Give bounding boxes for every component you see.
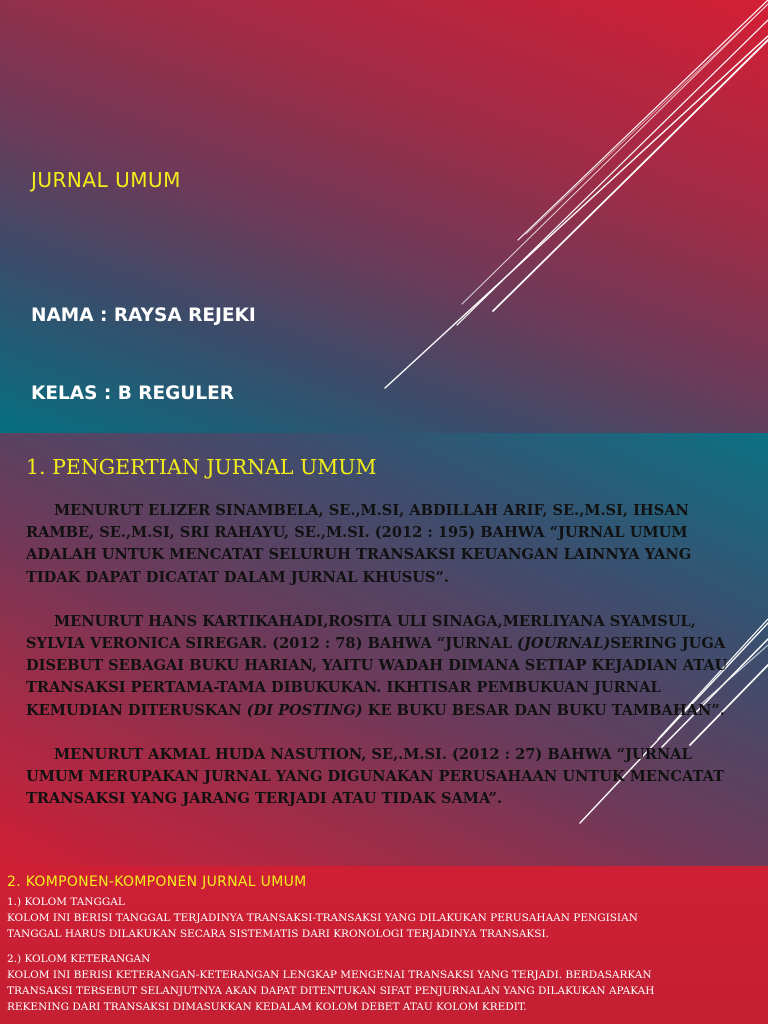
student-info (31, 251, 292, 433)
item-heading: 1.) KOLOM TANGGAL (7, 896, 125, 908)
item-heading: 2.) KOLOM KETERANGAN (7, 952, 151, 965)
components-slide (0, 866, 768, 1024)
info-separator: : (97, 383, 118, 404)
paragraph-2-italic: (JOURNAL) (517, 635, 611, 653)
item-text: REKENING DARI TRANSAKSI DIMASUKKAN KEDALAM KOLOM DEBET ATAU KOLOM KREDIT. (7, 1001, 527, 1014)
info-separator: : (93, 305, 114, 326)
slide-title: JURNAL UMUM (31, 168, 181, 192)
paragraph-1: MENURUT ELIZER SINAMBELA, SE.,M.SI, ABDILLAH ARIF, SE.,M.SI, IHSAN RAMBE, SE.,M.SI, SRI RAHAYU, SE.,M.SI. (2012 : 195) BAHWA “JURNAL UMUM ADALAH UNTUK MENCATAT SELURUH TRANSAKSI KEUANGAN LAINNYA YANG TIDAK DAPAT DICATAT DALAM JURNAL KHUSUS”. (26, 502, 692, 586)
paragraph-2 (26, 611, 738, 722)
paragraph-3: MENURUT AKMAL HUDA NASUTION, SE,.M.SI. (2012 : 27) BAHWA “JURNAL UMUM MERUPAKAN JURNAL YANG DIGUNAKAN PERUSAHAAN UNTUK MENCATAT TRANSAKSI YANG JARANG TERJADI ATAU TIDAK SAMA”. (26, 745, 724, 808)
info-row-nama (31, 303, 292, 329)
info-value: RAYSA REJEKI (113, 305, 256, 326)
info-row-kelas (31, 381, 292, 407)
paragraph-2-text: MENURUT HANS KARTIKAHADI,ROSITA ULI SINAGA,MERLIYANA SYAMSUL, SYLVIA VERONICA SIREGAR. (2012 : 78) BAHWA “JURNAL (26, 612, 696, 653)
deco-line (493, 40, 768, 311)
deco-line (526, 4, 768, 234)
item-text: KOLOM INI BERISI KETERANGAN-KETERANGAN LENGKAP MENGENAI TRANSAKSI YANG TERJADI. BERDASARKAN (7, 968, 652, 981)
spacer (7, 943, 759, 951)
section-title: 2. KOMPONEN-KOMPONEN JURNAL UMUM (7, 874, 307, 890)
paragraph-2-text: SERING JUGA DISEBUT SEBAGAI BUKU HARIAN, YAITU WADAH DIMANA SETIAP KEJADIAN ATAU TRANSAKSI PERTAMA-TAMA DIBUKUKAN. IKHTISAR PEMBUKUAN JURNAL KEMUDIAN DITERUSKAN (26, 635, 728, 719)
section-title: 1. PENGERTIAN JURNAL UMUM (26, 455, 377, 479)
paragraph-2-italic: (DI POSTING) (246, 701, 363, 719)
info-value: B REGULER (117, 383, 234, 404)
item-text: KOLOM INI BERISI TANGGAL TERJADINYA TRANSAKSI-TRANSAKSI YANG DILAKUKAN PERUSAHAAN PENGISIAN (7, 912, 638, 925)
info-label: KELAS (31, 383, 98, 404)
info-label: NAMA (31, 305, 94, 326)
item-text: TRANSAKSI TERSEBUT SELANJUTNYA AKAN DAPAT DITENTUKAN SIFAT PENJURNALAN YANG DILAKUKAN APAKAH (7, 985, 655, 998)
paragraph-2-text: KE BUKU BESAR DAN BUKU TAMBAHAN”. (362, 701, 725, 719)
deco-line (518, 0, 768, 240)
item-text: TANGGAL HARUS DILAKUKAN SECARA SISTEMATIS DARI KRONOLOGI TERJADINYA TRANSAKSI. (7, 928, 549, 941)
definition-text (26, 500, 738, 832)
deco-line (462, 4, 768, 304)
title-slide (0, 0, 768, 433)
components-text (7, 894, 759, 1015)
definition-slide (0, 433, 768, 866)
deco-line (385, 36, 768, 388)
deco-line (457, 20, 768, 325)
